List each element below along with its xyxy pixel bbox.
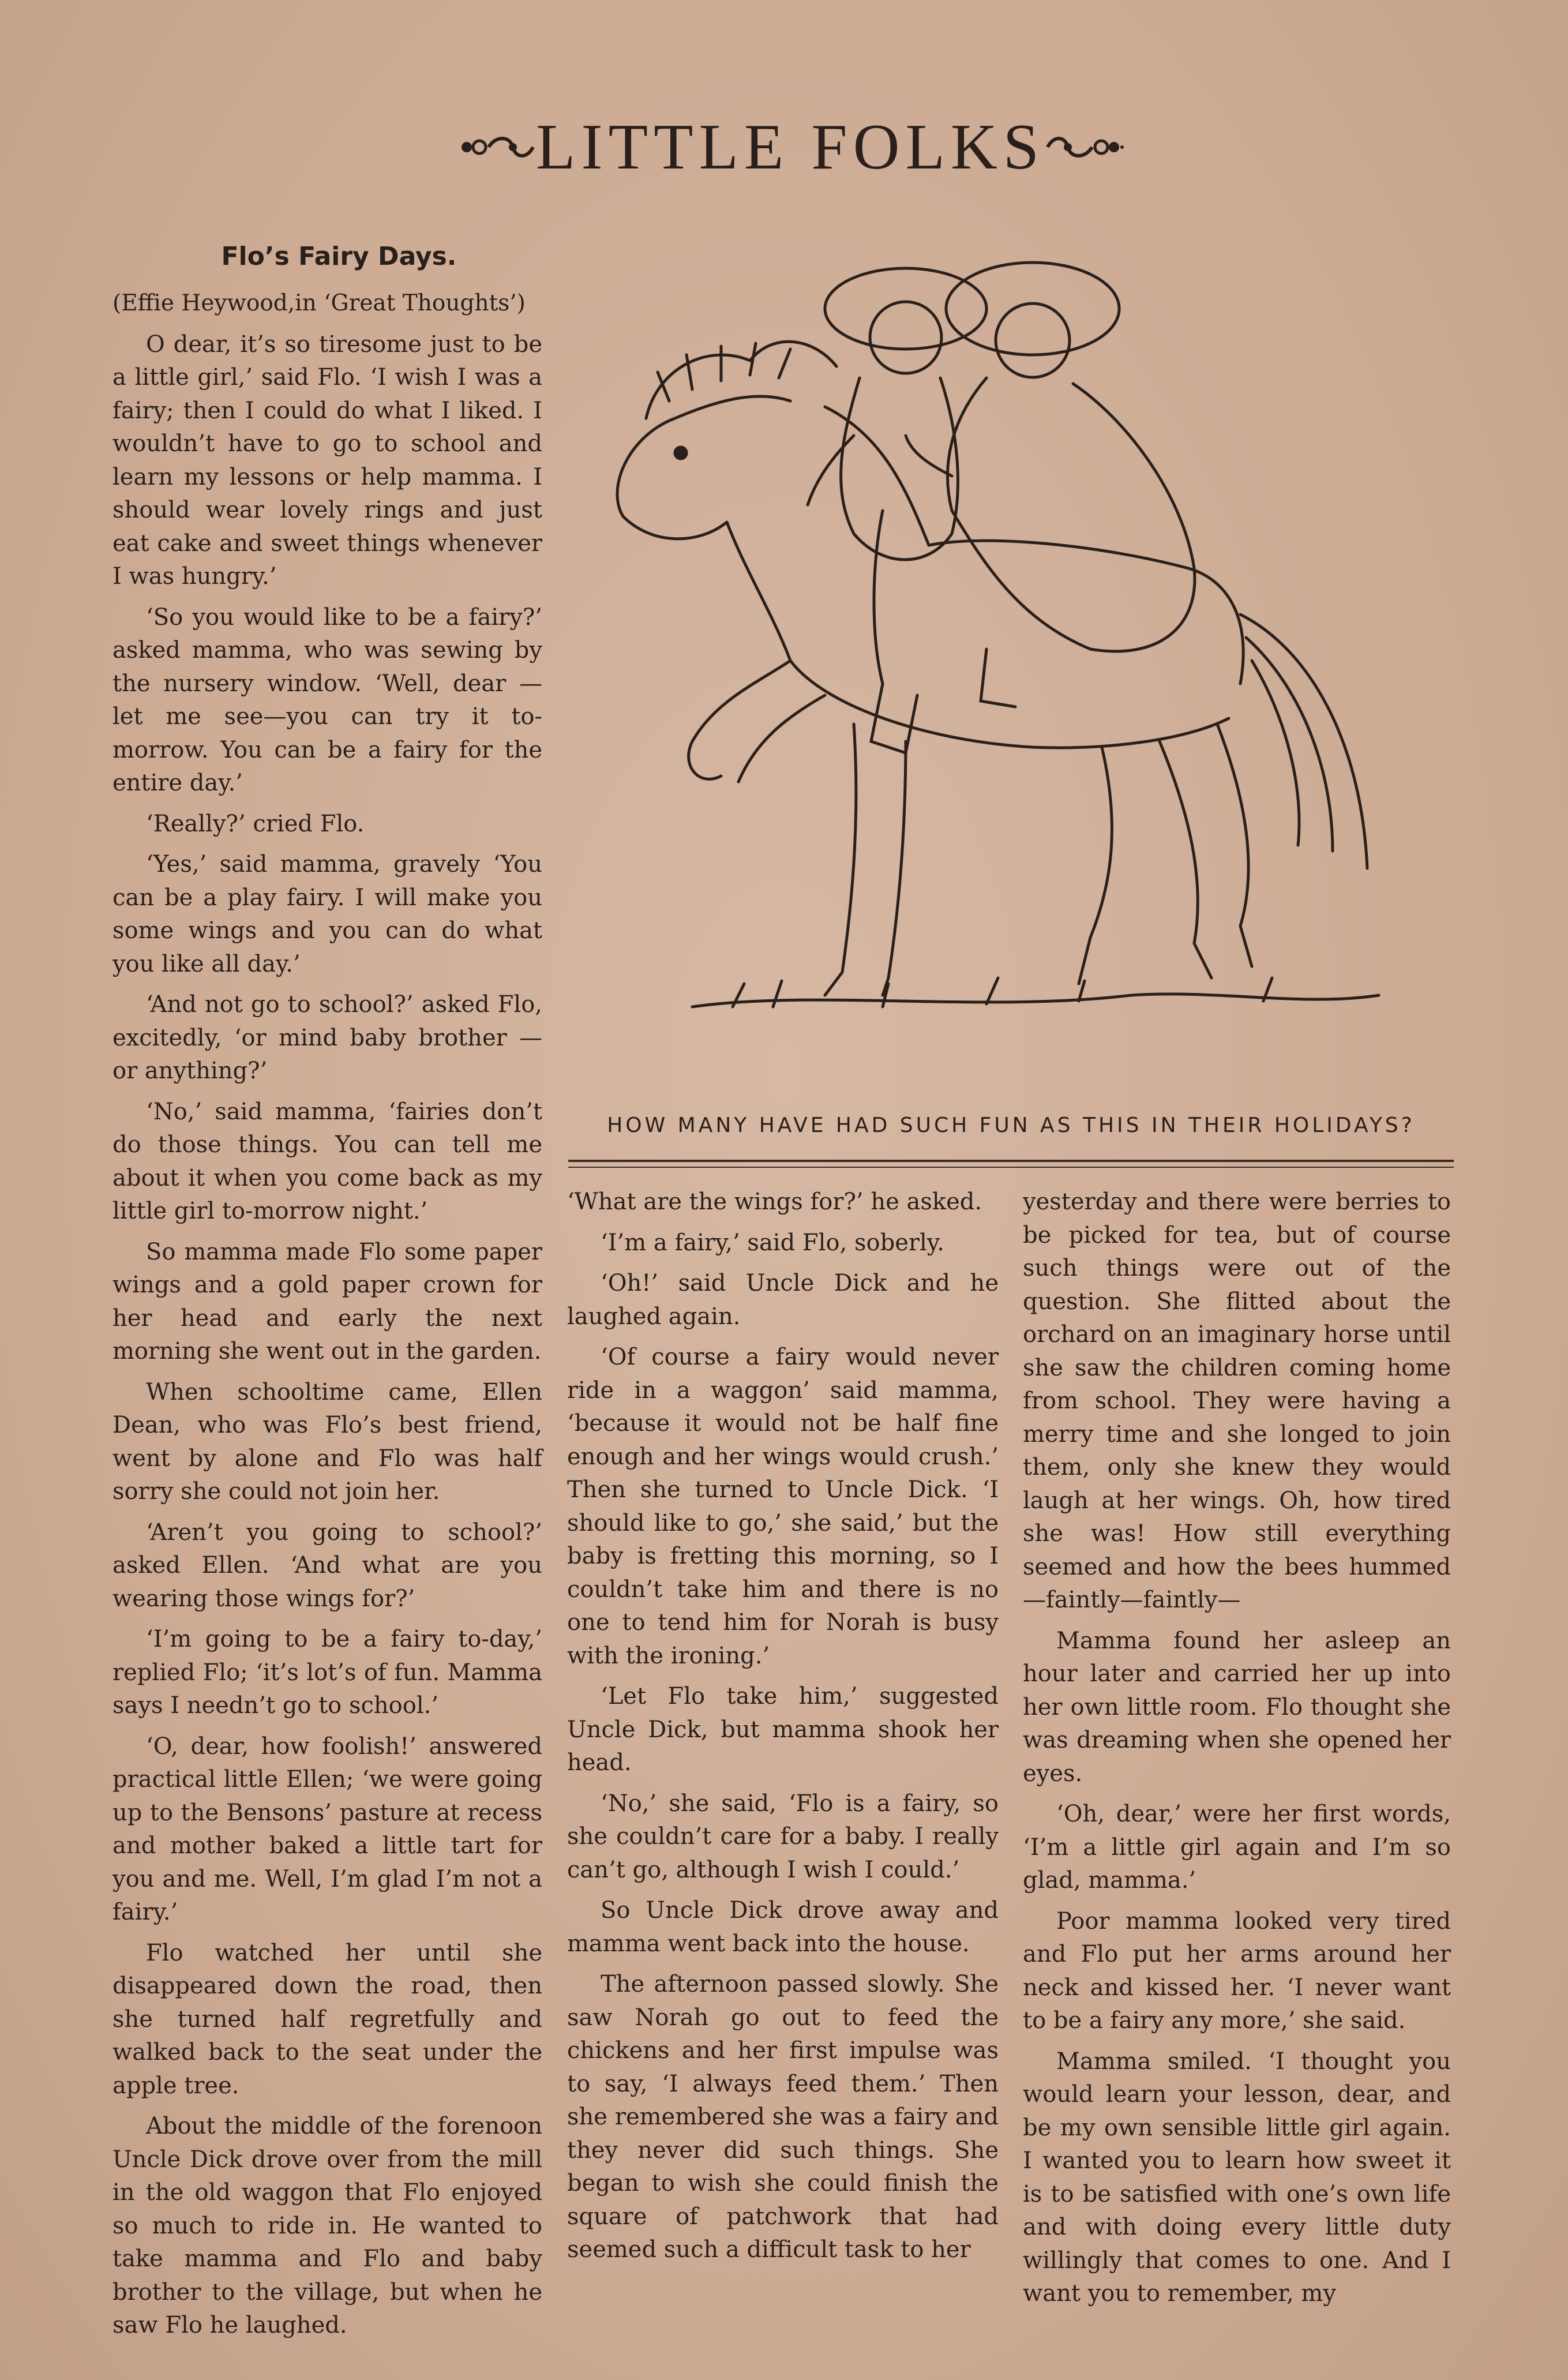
paragraph: ‘I’m going to be a fairy to-day,’ replied Flo; ‘it’s lot’s of fun. Mamma says I needn’t go to school.’ (112, 1626, 542, 1719)
paragraph: About the middle of the forenoon Uncle Dick drove over from the mill in the old waggon that Flo enjoyed so much to ride in. He wanted to take mamma and Flo and baby brother to the village, but when he saw Flo he laughed. (112, 2113, 542, 2338)
divider-rule-thin (568, 1167, 1454, 1168)
story-column-1 (112, 239, 542, 2350)
right-ornament-icon (1045, 133, 1126, 162)
story-byline: (Effie Heywood,in ‘Great Thoughts’) (112, 290, 526, 316)
paragraph: ‘Of course a fairy would never ride in a waggon’ said mamma, ‘because it would not be half fine enough and her wings would crush.’ Then she turned to Uncle Dick. ‘I should like to go,’ she said,’ but the baby is fretting this morning, so I couldn’t take him and there is no one to tend him for Norah is busy with the ironing.’ (567, 1344, 999, 1669)
paragraph: When schooltime came, Ellen Dean, who was Flo’s best friend, went by alone and Flo was half sorry she could not join her. (112, 1378, 542, 1505)
paragraph: ‘Yes,’ said mamma, gravely ‘You can be a play fairy. I will make you some wings and you can do what you like all day.’ (112, 851, 542, 977)
divider-rule (568, 1160, 1454, 1162)
paragraph: O dear, it’s so tiresome just to be a little girl,’ said Flo. ‘I wish I was a fairy; then I could do what I liked. I wouldn’t have to go to school and learn my lessons or help mamma. I should wear lovely rings and just eat cake and sweet things whenever I was hungry.’ (112, 331, 542, 590)
story-column-2 (567, 1186, 999, 2274)
masthead-title: LITTLE FOLKS (535, 111, 1045, 183)
paragraph: ‘I’m a fairy,’ said Flo, soberly. (601, 1229, 944, 1256)
paragraph: ‘What are the wings for?’ he asked. (567, 1189, 982, 1215)
paragraph: The afternoon passed slowly. She saw Norah go out to feed the chickens and her first impulse was to say, ‘I always feed them.’ Then she remembered she was a fairy and they never did such things. She began to wish she could finish the square of patchwork that had seemed such a difficult task to her (567, 1971, 999, 2263)
paragraph: So mamma made Flo some paper wings and a gold paper crown for her head and early the next morning she went out in the garden. (112, 1238, 542, 1365)
illustration-caption: HOW MANY HAVE HAD SUCH FUN AS THIS IN THEIR HOLIDAYS? (607, 1114, 1415, 1137)
paragraph: So Uncle Dick drove away and mamma went back into the house. (567, 1897, 999, 1957)
paragraph: ‘Aren’t you going to school?’ asked Ellen. ‘And what are you wearing those wings for?’ (112, 1519, 542, 1612)
story-title: Flo’s Fairy Days. (221, 242, 457, 271)
paragraph: ‘And not go to school?’ asked Flo, excitedly, ‘or mind baby brother —or anything?’ (112, 991, 542, 1084)
paragraph: ‘Let Flo take him,’ suggested Uncle Dick, but mamma shook her head. (567, 1683, 999, 1776)
pony-illustration-icon (583, 245, 1436, 1088)
paragraph: ‘Oh!’ said Uncle Dick and he laughed again. (567, 1270, 999, 1330)
paragraph: ‘Really?’ cried Flo. (146, 810, 365, 837)
masthead (358, 113, 1223, 182)
paragraph: Flo watched her until she disappeared down the road, then she turned half regretfully and walked back to the seat under the apple tree. (112, 1939, 542, 2099)
paragraph: yesterday and there were berries to be picked for tea, but of course such things were out of the question. She flitted about the orchard on an imaginary horse until she saw the children coming home from school. They were having a merry time and she longed to join them, only she knew they would laugh at her wings. Oh, how tired she was! How still everything seemed and how the bees hummed—faintly—faintly— (1023, 1189, 1451, 1613)
story-column-3 (1023, 1186, 1451, 2318)
paragraph: ‘So you would like to be a fairy?’ asked mamma, who was sewing by the nursery window. ‘Well, dear —let me see—you can try it to-morrow. You can be a fairy for the entire day.’ (112, 604, 542, 796)
paragraph: Mamma smiled. ‘I thought you would learn your lesson, dear, and be my own sensible little girl again. I wanted you to learn how sweet it is to be satisfied with one’s own life and with doing every little duty willingly that comes to one. And I want you to remember, my (1023, 2048, 1451, 2307)
left-ornament-icon (455, 133, 536, 162)
paragraph: ‘O, dear, how foolish!’ answered practical little Ellen; ‘we were going up to the Bensons’ pasture at recess and mother baked a little tart for you and me. Well, I’m glad I’m not a fairy.’ (112, 1733, 542, 1925)
paragraph: Mamma found her asleep an hour later and carried her up into her own little room. Flo thought she was dreaming when she opened her eyes. (1023, 1627, 1451, 1787)
paragraph: ‘Oh, dear,’ were her first words, ‘I’m a little girl again and I’m so glad, mamma.’ (1023, 1801, 1451, 1894)
paragraph: ‘No,’ said mamma, ‘fairies don’t do those things. You can tell me about it when you come back as my little girl to-morrow night.’ (112, 1098, 542, 1224)
paragraph: ‘No,’ she said, ‘Flo is a fairy, so she couldn’t care for a baby. I really can’t go, although I wish I could.’ (567, 1790, 999, 1883)
paragraph: Poor mamma looked very tired and Flo put her arms around her neck and kissed her. ‘I never want to be a fairy any more,’ she said. (1023, 1907, 1451, 2034)
